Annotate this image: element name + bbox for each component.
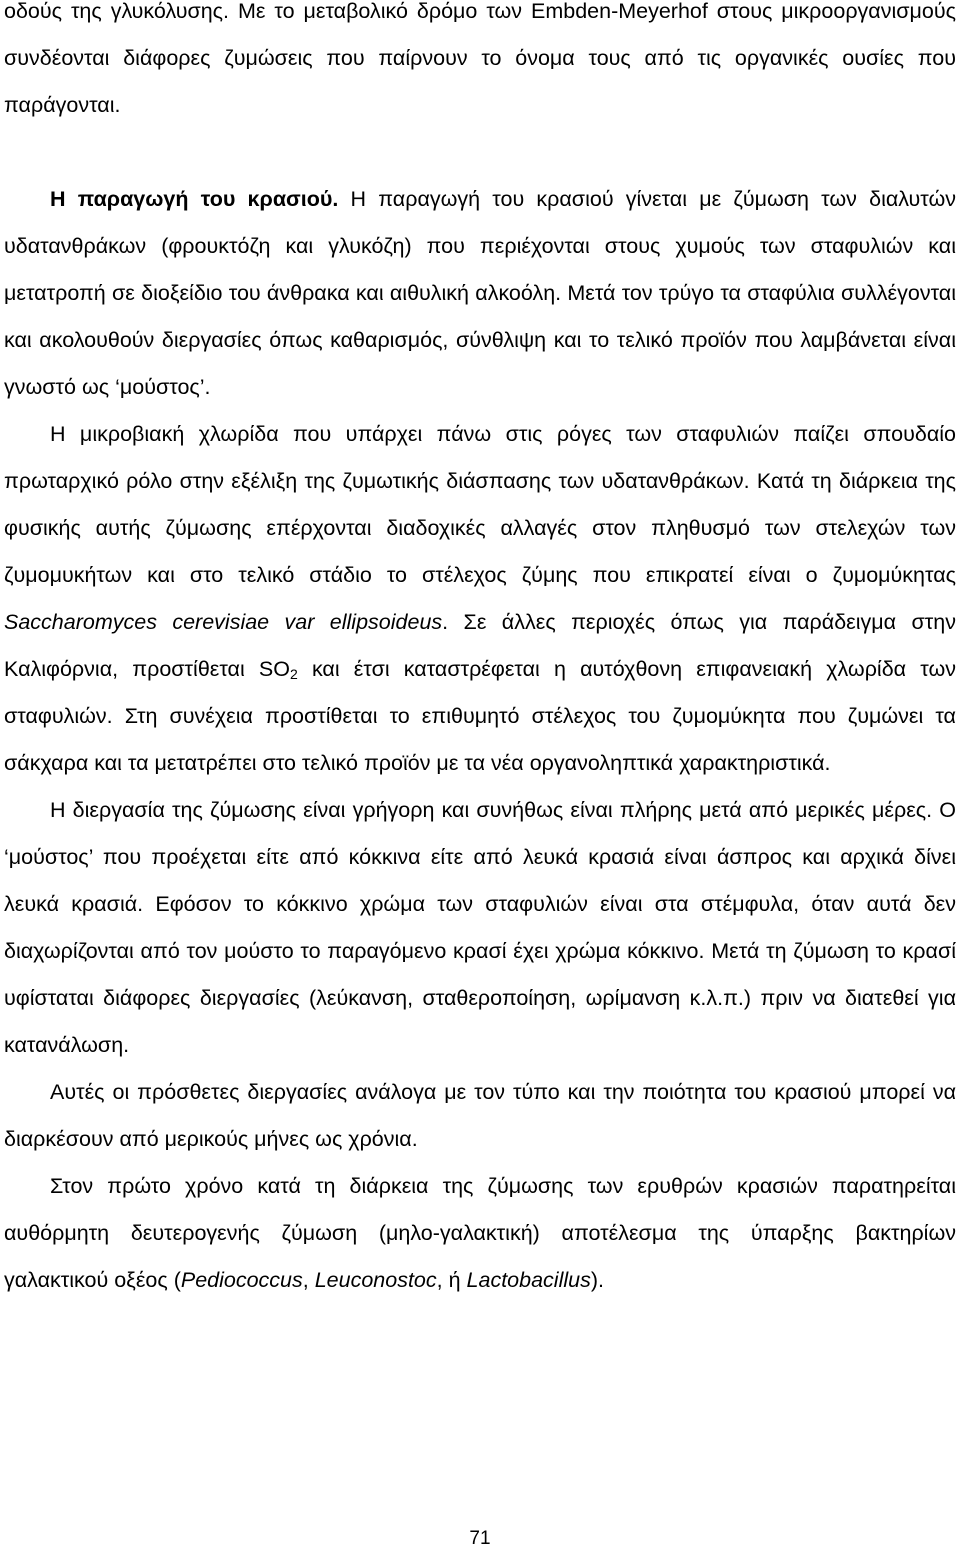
genus-lactobacillus: Lactobacillus	[466, 1268, 591, 1292]
paragraph-secondary-fermentation	[4, 1163, 956, 1304]
separator: , ή	[436, 1268, 467, 1292]
paragraph-text: Η παραγωγή του κρασιού γίνεται με ζύμωση των διαλυτών υδατανθράκων (φρουκτόζη και γλυκόζη) που περιέχονται στους χυμούς των σταφυλιών και μετατροπή σε διοξείδιο του άνθρακα και αιθυλική αλκοόλη. Μετά τον τρύγο τα σταφύλια συλλέγονται και ακολουθούν διεργασίες όπως καθαρισμός, σύνθλιψη και το τελικό προϊόν που λαμβάνεται είναι γνωστό ως ‘μούστος’.	[4, 187, 956, 399]
paragraph-microbial-flora	[4, 411, 956, 787]
subscript-2: 2	[289, 666, 298, 682]
document-body	[4, 0, 956, 1304]
paragraph-text: Αυτές οι πρόσθετες διεργασίες ανάλογα με τον τύπο και την ποιότητα του κρασιού μπορεί να διαρκέσουν από μερικούς μήνες ως χρόνια.	[4, 1080, 956, 1151]
section-heading-wine-production: Η παραγωγή του κρασιού.	[50, 187, 339, 211]
paragraph-wine-production	[4, 176, 956, 411]
paragraph-text: και έτσι καταστρέφεται η αυτόχθονη επιφανειακή χλωρίδα των σταφυλιών. Στη συνέχεια προστίθεται το επιθυμητό στέλεχος του ζυμομύκητα που ζυμώνει τα σάκχαρα και τα μετατρέπει στο τελικό προϊόν με τα νέα οργανοληπτικά χαρακτηριστικά.	[4, 657, 956, 775]
paragraph-text: Η διεργασία της ζύμωσης είναι γρήγορη και συνήθως είναι πλήρης μετά από μερικές μέρες. Ο ‘μούστος’ που προέχεται είτε από κόκκινα είτε από λευκά κρασιά είναι άσπρος και αρχικά δίνει λευκά κρασιά. Εφόσον το κόκκινο χρώμα των σταφυλιών είναι στα στέμφυλα, όταν αυτά δεν διαχωρίζονται από τον μούστο το παραγόμενο κρασί έχει χρώμα κόκκινο. Μετά τη ζύμωση το κρασί υφίσταται διάφορες διεργασίες (λεύκανση, σταθεροποίηση, ωρίμανση κ.λ.π.) πριν να διατεθεί για κατανάλωση.	[4, 798, 956, 1057]
paragraph-glycolysis	[4, 0, 956, 129]
genus-leuconostoc: Leuconostoc	[314, 1268, 437, 1292]
species-name: Saccharomyces cerevisiae var ellipsoideus	[4, 610, 443, 634]
paragraph-fermentation-process	[4, 787, 956, 1069]
paragraph-text: Η μικροβιακή χλωρίδα που υπάρχει πάνω στις ρόγες των σταφυλιών παίζει σπουδαίο πρωταρχικό ρόλο στην εξέλιξη της ζυμωτικής διάσπασης των υδατανθράκων. Κατά τη διάρκεια της φυσικής αυτής ζύμωσης επέρχονται διαδοχικές αλλαγές στον πληθυσμό των στελεχών των ζυμομυκήτων και στο τελικό στάδιο το στέλεχος ζύμης που επικρατεί είναι ο ζυμομύκητας	[4, 422, 956, 587]
paragraph-text: . Σε άλλες περιοχές όπως για παράδειγμα στην Καλιφόρνια, προστίθεται SO	[4, 610, 956, 681]
separator: ,	[302, 1268, 315, 1292]
paragraph-text: οδούς της γλυκόλυσης. Με το μεταβολικό δρόμο των Embden-Meyerhof στους μικροοργανισμούς συνδέονται διάφορες ζυμώσεις που παίρνουν το όνομα τους από τις οργανικές ουσίες που παράγονται.	[4, 0, 956, 117]
page-number: 71	[469, 1528, 491, 1549]
paragraph-additional-processes	[4, 1069, 956, 1163]
paragraph-text: Στον πρώτο χρόνο κατά τη διάρκεια της ζύμωσης των ερυθρών κρασιών παρατηρείται αυθόρμητη δευτερογενής ζύμωση (μηλο-γαλακτική) αποτέλεσμα της ύπαρξης βακτηρίων γαλακτικού οξέος (	[4, 1174, 956, 1292]
paragraph-text: ).	[590, 1268, 604, 1292]
genus-pediococcus: Pediococcus	[180, 1268, 303, 1292]
